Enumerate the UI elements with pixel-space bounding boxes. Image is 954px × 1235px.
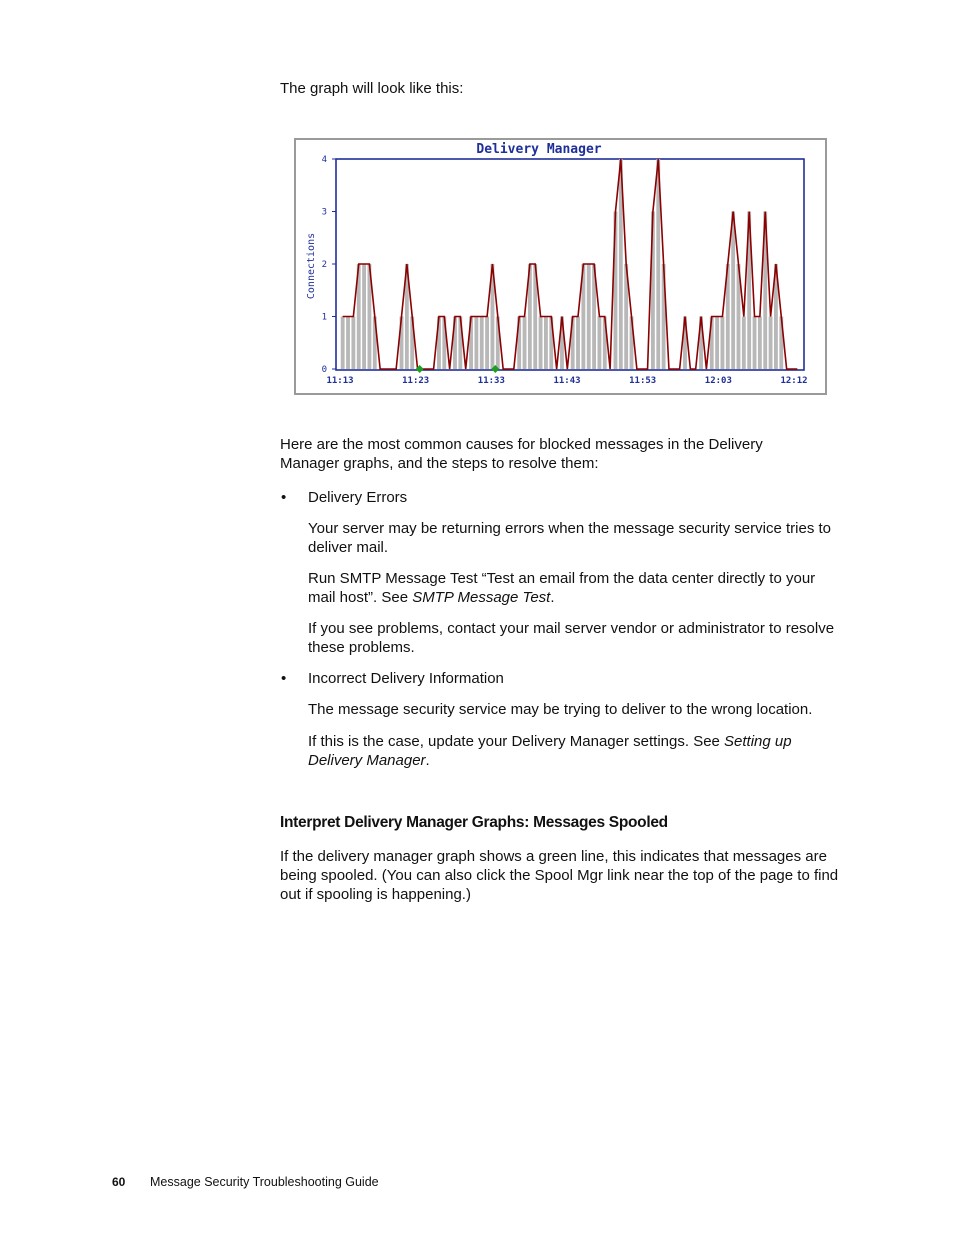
- chart-y-tick-label: 3: [321, 207, 327, 218]
- chart-bar: [523, 317, 527, 370]
- chart-x-tick-label: 11:53: [629, 376, 657, 386]
- chart-bar: [742, 317, 746, 370]
- delivery-errors-contact: If you see problems, contact your mail server vendor or administrator to resolve these problems.: [308, 620, 835, 656]
- bullet-marker: •: [281, 489, 287, 506]
- chart-bar: [485, 317, 489, 370]
- page-number: 60: [112, 1175, 126, 1189]
- incorrect-delivery-settings: [308, 732, 843, 770]
- chart-bar: [474, 317, 478, 370]
- chart-bar: [769, 317, 773, 370]
- bullet-delivery-errors: Delivery Errors: [308, 489, 408, 506]
- chart-y-axis-label: Connections: [306, 232, 317, 300]
- chart-x-tick-label: 12:12: [780, 376, 808, 386]
- chart-x-tick-label: 11:43: [553, 376, 581, 386]
- chart-bar: [362, 264, 366, 369]
- smtp-test-period: .: [550, 589, 555, 606]
- incorrect-delivery-desc: The message security service may be trying to deliver to the wrong location.: [308, 701, 813, 718]
- chart-bar: [539, 317, 543, 370]
- intro-text: The graph will look like this:: [280, 80, 464, 97]
- chart-bar: [587, 264, 591, 369]
- footer-title: Message Security Troubleshooting Guide: [150, 1175, 379, 1189]
- chart-bar: [753, 317, 757, 370]
- chart-bar: [346, 317, 350, 370]
- delivery-errors-desc: Your server may be returning errors when the message security service tries to deliver mail.: [308, 520, 832, 556]
- bullet-incorrect-delivery-info: Incorrect Delivery Information: [308, 670, 504, 687]
- setting-up-delivery-manager-link[interactable]: Setting up Delivery Manager: [308, 733, 792, 769]
- chart-y-tick-label: 0: [321, 365, 327, 375]
- chart-bar: [480, 317, 484, 370]
- chart-bar: [731, 212, 735, 370]
- body-paragraph-causes: Here are the most common causes for blocked messages in the Delivery Manager graphs, and the steps to resolve them:: [280, 436, 763, 472]
- chart-x-tick-label: 12:03: [704, 376, 732, 386]
- chart-bar: [758, 317, 762, 370]
- smtp-message-test-link[interactable]: SMTP Message Test: [412, 589, 551, 606]
- chart-y-tick-label: 4: [321, 155, 327, 165]
- chart-bar: [351, 317, 355, 370]
- chart-bar: [597, 317, 601, 370]
- chart-bar: [544, 317, 548, 370]
- chart-bar: [576, 317, 580, 370]
- settings-text: If this is the case, update your Delivery Manager settings. See: [308, 733, 725, 750]
- section-paragraph: If the delivery manager graph shows a green line, this indicates that messages are being spooled. (You can also click the Spool Mgr link near the top of the page to find out if spooling is happening.): [280, 848, 839, 903]
- settings-period: .: [425, 752, 430, 769]
- chart-x-tick-label: 11:23: [402, 376, 430, 386]
- chart-bar: [715, 317, 719, 370]
- delivery-errors-smtp-test: [308, 569, 843, 607]
- chart-title: Delivery Manager: [476, 142, 602, 157]
- chart-y-tick-label: 1: [321, 312, 327, 323]
- chart-bar: [721, 317, 725, 370]
- chart-x-tick-label: 11:33: [477, 376, 505, 386]
- delivery-manager-chart: [294, 138, 827, 395]
- section-heading: Interpret Delivery Manager Graphs: Messages Spooled: [280, 814, 668, 831]
- chart-y-tick-label: 2: [321, 260, 327, 270]
- smtp-test-text: Run SMTP Message Test “Test an email from the data center directly to your mail host”. See: [308, 570, 816, 606]
- chart-x-tick-label: 11:13: [326, 376, 354, 386]
- chart-bar: [341, 317, 345, 370]
- bullet-marker: •: [281, 670, 287, 687]
